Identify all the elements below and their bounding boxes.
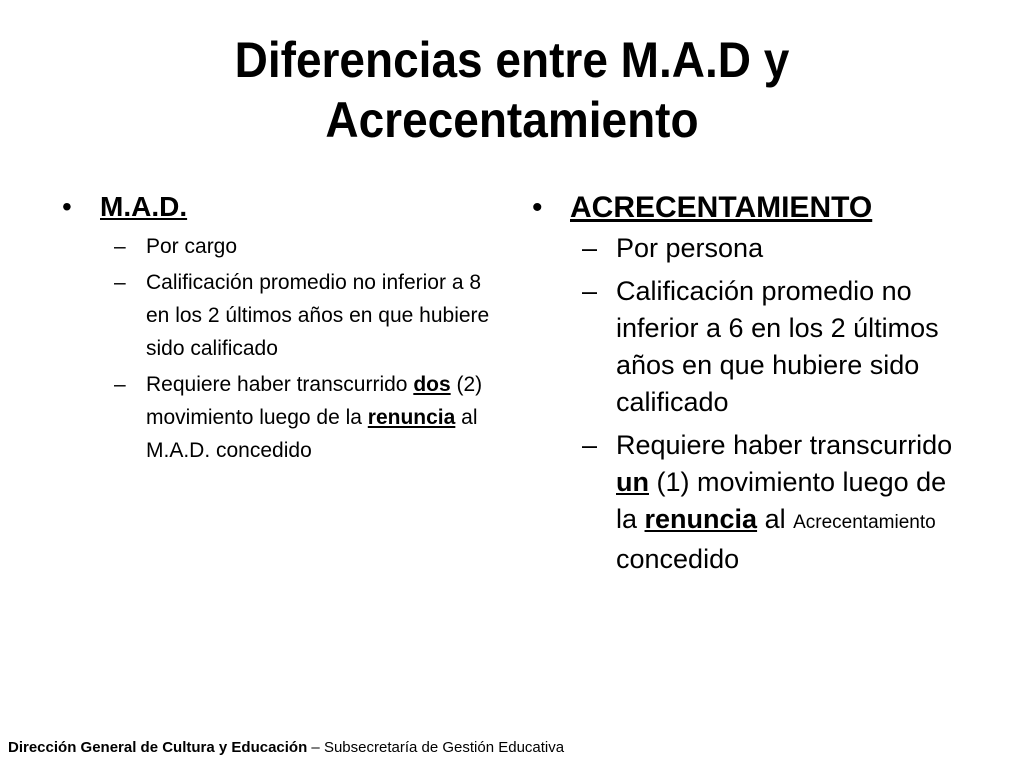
slide-title: [41, 30, 983, 150]
acrecentamiento-bullet: [532, 190, 972, 226]
text-segment: concedido: [616, 544, 740, 574]
footer-dept: Subsecretaría de Gestión Educativa: [323, 739, 565, 756]
text-segment: (2) movimiento luego de la: [146, 373, 483, 429]
dash-marker: –: [582, 430, 598, 460]
bullet-marker: •: [532, 191, 543, 224]
mad-sub-list: [114, 230, 502, 467]
list-item-text: Por cargo: [146, 235, 238, 258]
mad-heading: M.A.D.: [100, 191, 188, 222]
acrecentamiento-heading: ACRECENTAMIENTO: [570, 191, 873, 224]
list-item: [582, 427, 972, 578]
slide-title-line-1: Diferencias entre M.A.D y: [234, 32, 790, 88]
emphasis-un: un: [616, 467, 649, 497]
mad-bullet: [62, 190, 502, 224]
dash-marker: –: [582, 276, 598, 306]
list-item: [582, 230, 972, 267]
footer: [8, 738, 564, 758]
list-item-text: [616, 427, 966, 578]
list-item: [114, 368, 502, 467]
emphasis-dos: dos: [413, 373, 451, 396]
dash-marker: –: [114, 373, 126, 396]
list-item: [114, 230, 502, 263]
text-segment: al: [757, 504, 794, 534]
footer-org: Dirección General de Cultura y Educación: [8, 739, 308, 756]
mad-column: [62, 190, 502, 470]
text-segment: (1) movimiento luego de la: [616, 467, 947, 534]
text-segment: Requiere haber transcurrido: [146, 373, 414, 396]
footer-separator: –: [307, 739, 324, 756]
dash-marker: –: [114, 271, 126, 294]
slide-title-line-2: Acrecentamiento: [325, 92, 699, 148]
dash-marker: –: [582, 233, 598, 263]
text-segment: Requiere haber transcurrido: [616, 430, 953, 460]
list-item: [114, 266, 502, 365]
bullet-marker: •: [62, 191, 72, 222]
acrecentamiento-column: [532, 190, 972, 584]
list-item-text: Calificación promedio no inferior a 8 en los 2 últimos años en que hubiere sido calificado: [146, 271, 490, 360]
list-item-text: Por persona: [616, 233, 764, 263]
dash-marker: –: [114, 235, 126, 258]
emphasis-renuncia: renuncia: [367, 406, 456, 429]
list-item-text: Calificación promedio no inferior a 6 en los 2 últimos años en que hubiere sido calificado: [616, 276, 939, 417]
list-item-text: [146, 368, 496, 467]
list-item: [582, 273, 972, 421]
emphasis-renuncia: renuncia: [644, 504, 758, 534]
small-word-acrecentamiento: Acrecentamiento: [793, 512, 936, 533]
acrecentamiento-sub-list: [582, 230, 972, 578]
text-segment: al M.A.D. concedido: [146, 406, 478, 462]
